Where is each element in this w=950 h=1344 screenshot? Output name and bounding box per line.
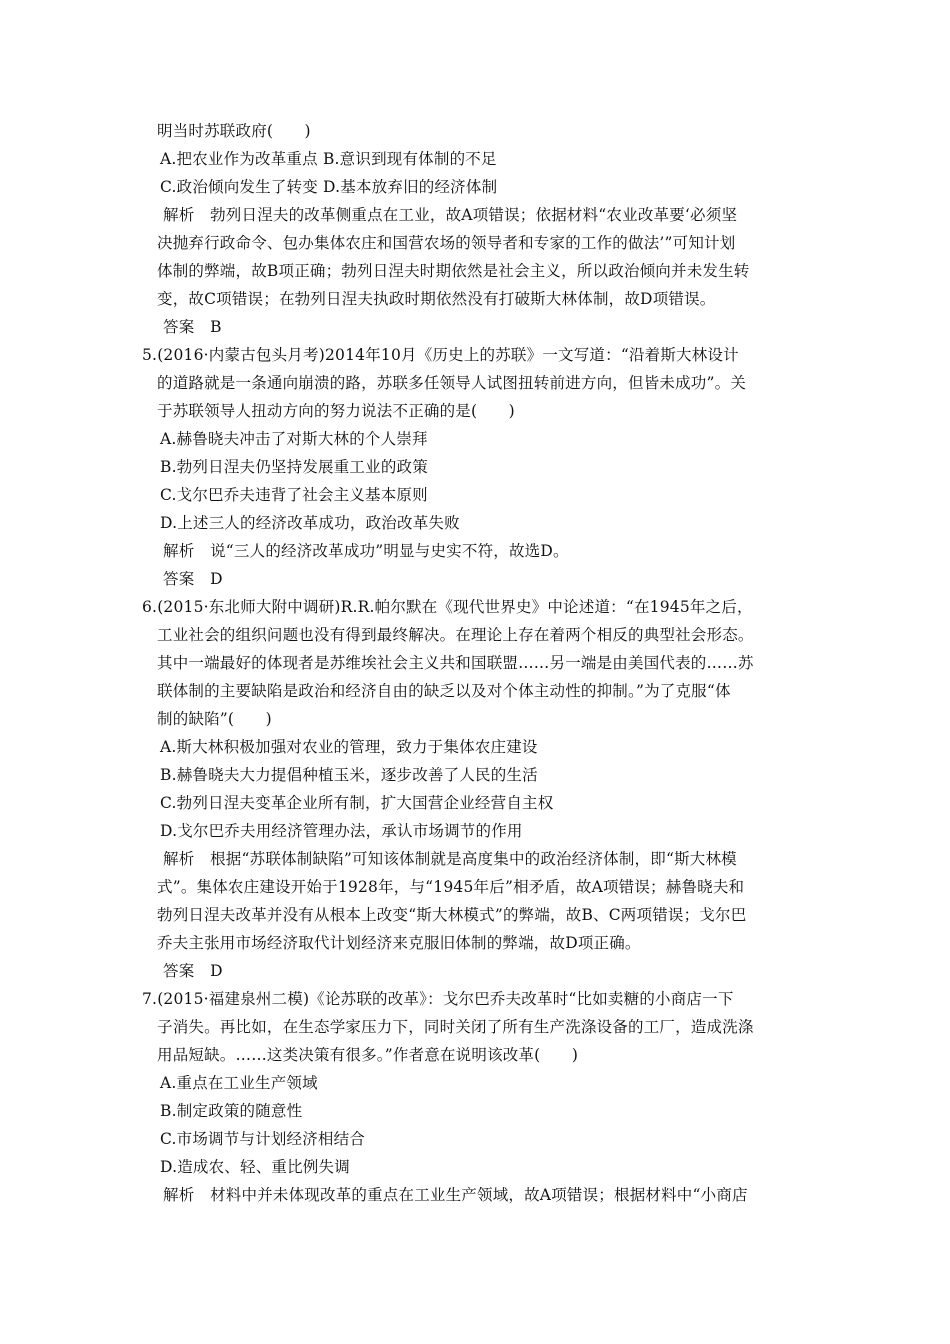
text-line: 制的缺陷”( ) xyxy=(157,710,272,728)
text-line: 勃列日涅夫改革并没有从根本上改变“斯大林模式”的弊端，故B、C两项错误；戈尔巴 xyxy=(157,906,747,924)
text-line: 工业社会的组织问题也没有得到最终解决。在理论上存在着两个相反的典型社会形态。 xyxy=(157,626,754,644)
answer-line: 答案 D xyxy=(163,962,223,980)
question-6: 6.(2015·东北师大附中调研)R.R.帕尔默在《现代世界史》中论述道：“在1945年之后， xyxy=(142,598,753,616)
option-line: D.造成农、轻、重比例失调 xyxy=(160,1158,350,1176)
text-line: 变，故C项错误；在勃列日涅夫执政时期依然没有打破斯大林体制，故D项错误。 xyxy=(157,290,716,308)
option-line: C.戈尔巴乔夫违背了社会主义基本原则 xyxy=(160,486,428,504)
analysis-line: 解析 材料中并未体现改革的重点在工业生产领域，故A项错误；根据材料中“小商店 xyxy=(163,1186,748,1204)
option-line: D.戈尔巴乔夫用经济管理办法，承认市场调节的作用 xyxy=(160,822,523,840)
analysis-line: 解析 说“三人的经济改革成功”明显与史实不符，故选D。 xyxy=(163,542,569,560)
text-line: 联体制的主要缺陷是政治和经济自由的缺乏以及对个体主动性的抑制。”为了克服“体 xyxy=(157,682,731,700)
answer-line: 答案 D xyxy=(163,570,223,588)
text-line: 用品短缺。……这类决策有很多。”作者意在说明该改革( ) xyxy=(157,1046,579,1064)
option-line: A.斯大林积极加强对农业的管理，致力于集体农庄建设 xyxy=(160,738,538,756)
option-line: A.把农业作为改革重点 B.意识到现有体制的不足 xyxy=(160,150,497,168)
text-line: 式”。集体农庄建设开始于1928年，与“1945年后”相矛盾，故A项错误；赫鲁晓夫和 xyxy=(157,878,745,896)
option-line: A.赫鲁晓夫冲击了对斯大林的个人崇拜 xyxy=(160,430,428,448)
text-line: 决抛弃行政命令、包办集体农庄和国营农场的领导者和专家的工作的做法’”可知计划 xyxy=(157,234,736,252)
text-line: 乔夫主张用市场经济取代计划经济来克服旧体制的弊端，故D项正确。 xyxy=(157,934,641,952)
option-line: B.勃列日涅夫仍坚持发展重工业的政策 xyxy=(160,458,428,476)
question-5: 5.(2016·内蒙古包头月考)2014年10月《历史上的苏联》一文写道：“沿着斯大林设计 xyxy=(142,346,739,364)
text-line: 子消失。再比如，在生态学家压力下，同时关闭了所有生产洗涤设备的工厂，造成洗涤 xyxy=(157,1018,754,1036)
answer-line: 答案 B xyxy=(163,318,222,336)
text-line: 其中一端最好的体现者是苏维埃社会主义共和国联盟……另一端是由美国代表的……苏 xyxy=(157,654,754,672)
analysis-line: 解析 根据“苏联体制缺陷”可知该体制就是高度集中的政治经济体制，即“斯大林模 xyxy=(163,850,737,868)
option-line: B.制定政策的随意性 xyxy=(160,1102,303,1120)
text-line: 于苏联领导人扭动方向的努力说法不正确的是( ) xyxy=(157,402,515,420)
analysis-line: 解析 勃列日涅夫的改革侧重点在工业，故A项错误；依据材料“农业改革要‘必须坚 xyxy=(163,206,738,224)
question-7: 7.(2015·福建泉州二模)《论苏联的改革》：戈尔巴乔夫改革时“比如卖糖的小商店一下 xyxy=(142,990,734,1008)
option-line: C.勃列日涅夫变革企业所有制，扩大国营企业经营自主权 xyxy=(160,794,554,812)
text-line: 体制的弊端，故B项正确；勃列日涅夫时期依然是社会主义，所以政治倾向并未发生转 xyxy=(157,262,750,280)
text-line: 明当时苏联政府( ) xyxy=(157,122,311,140)
option-line: D.上述三人的经济改革成功，政治改革失败 xyxy=(160,514,460,532)
option-line: A.重点在工业生产领域 xyxy=(160,1074,318,1092)
option-line: C.市场调节与计划经济相结合 xyxy=(160,1130,366,1148)
text-line: 的道路就是一条通向崩溃的路，苏联多任领导人试图扭转前进方向，但皆未成功”。关 xyxy=(157,374,747,392)
option-line: C.政治倾向发生了转变 D.基本放弃旧的经济体制 xyxy=(160,178,498,196)
option-line: B.赫鲁晓夫大力提倡种植玉米，逐步改善了人民的生活 xyxy=(160,766,538,784)
